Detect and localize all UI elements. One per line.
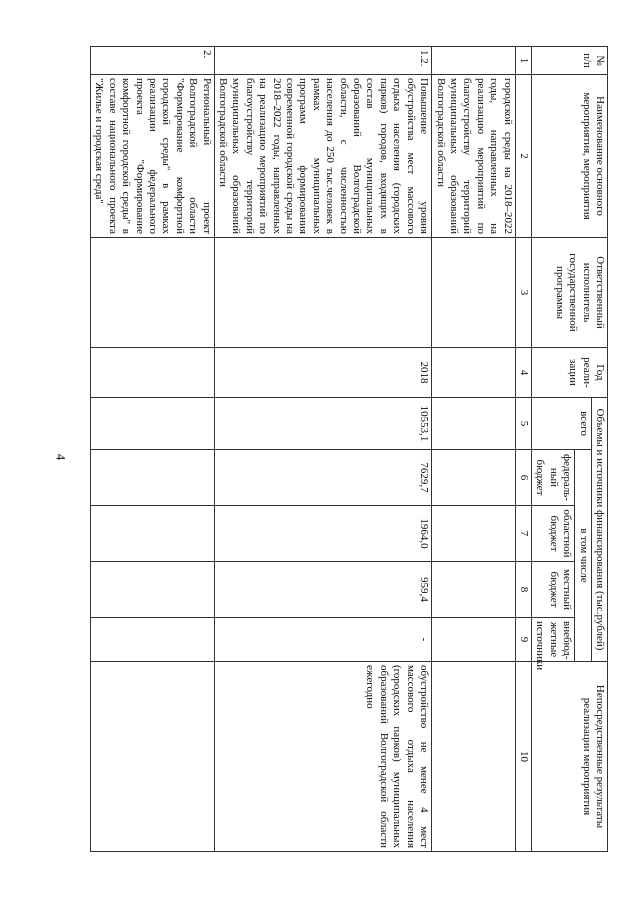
col-number: 4: [515, 348, 531, 398]
row-federal: [90, 450, 214, 506]
row-total: [90, 398, 214, 450]
row-total: [432, 398, 515, 450]
row-name: городской среды на 2018–2022 годы, направленных на реализацию мероприятий по благоустройству территорий муниципальных образований Волгоградской области: [432, 75, 515, 238]
row-num: 1.2.: [214, 47, 432, 75]
row-name: Региональный проект Волгоградской области "Формирование комфортной городской среды" в рамках реализации федерального проекта "Формирование комфортной городской среды" в составе национального проекта "Жилье и городская среда": [90, 75, 214, 238]
header-federal: федераль-ный бюджет: [531, 450, 574, 506]
header-local: местный бюджет: [531, 562, 574, 618]
header-total: всего: [531, 398, 591, 450]
col-number: 6: [515, 450, 531, 506]
row-federal: 7629,7: [214, 450, 432, 506]
rotated-page-content: [88, 46, 608, 851]
header-incl: в том числе: [575, 450, 591, 662]
header-regional: областной бюджет: [531, 506, 574, 562]
row-num: 2.: [90, 47, 214, 75]
row-extra: -: [214, 618, 432, 662]
program-table: [90, 46, 608, 852]
header-extra: внебюд-жетные источники: [531, 618, 574, 662]
header-results: Непосредственные результаты реализации мероприятия: [531, 662, 607, 852]
row-local: [432, 562, 515, 618]
row-regional: [90, 506, 214, 562]
row-federal: [432, 450, 515, 506]
row-executor: [90, 238, 214, 348]
row-local: 959,4: [214, 562, 432, 618]
col-number: 10: [515, 662, 531, 852]
row-num: [432, 47, 515, 75]
table-row: [214, 47, 432, 852]
col-number: 5: [515, 398, 531, 450]
header-year: Год реали-зации: [531, 348, 607, 398]
row-regional: 1964,0: [214, 506, 432, 562]
col-number: 7: [515, 506, 531, 562]
row-total: 10553,1: [214, 398, 432, 450]
col-number: 2: [515, 75, 531, 238]
table-row: [432, 47, 515, 852]
row-extra: [432, 618, 515, 662]
header-num: № п/п: [531, 47, 607, 75]
header-name: Наименование основного мероприятия, мероприятия: [531, 75, 607, 238]
row-local: [90, 562, 214, 618]
row-results: [432, 662, 515, 852]
row-results: обустройство не менее 4 мест массового отдыха населения (городских парков) муниципальных образований Волгоградской области ежегодно: [214, 662, 432, 852]
row-year: 2018: [214, 348, 432, 398]
table-row: [90, 47, 214, 852]
header-funding: Объемы и источники финансирования (тыс.рублей): [591, 398, 607, 662]
row-extra: [90, 618, 214, 662]
row-regional: [432, 506, 515, 562]
column-numbers-row: [515, 47, 531, 852]
row-year: [432, 348, 515, 398]
header-row-1: [591, 47, 607, 852]
row-year: [90, 348, 214, 398]
col-number: 8: [515, 562, 531, 618]
row-executor: [432, 238, 515, 348]
row-results: [90, 662, 214, 852]
row-name: Повышение уровня обустройства мест массового отдыха населения (городских парков) городов, входящих в состав муниципальных образований Волгоградской области, с численностью населения до 250 тыс.человек в рамках муниципальных программ формирования современной городской среды на 2018–2022 годы, направленных на реализацию мероприятий по благоустройству территорий муниципальных образований Волгоградской области: [214, 75, 432, 238]
page-number: 4: [53, 453, 69, 461]
col-number: 9: [515, 618, 531, 662]
row-executor: [214, 238, 432, 348]
col-number: 3: [515, 238, 531, 348]
col-number: 1: [515, 47, 531, 75]
header-executor: Ответственный исполнитель государственной программы: [531, 238, 607, 348]
